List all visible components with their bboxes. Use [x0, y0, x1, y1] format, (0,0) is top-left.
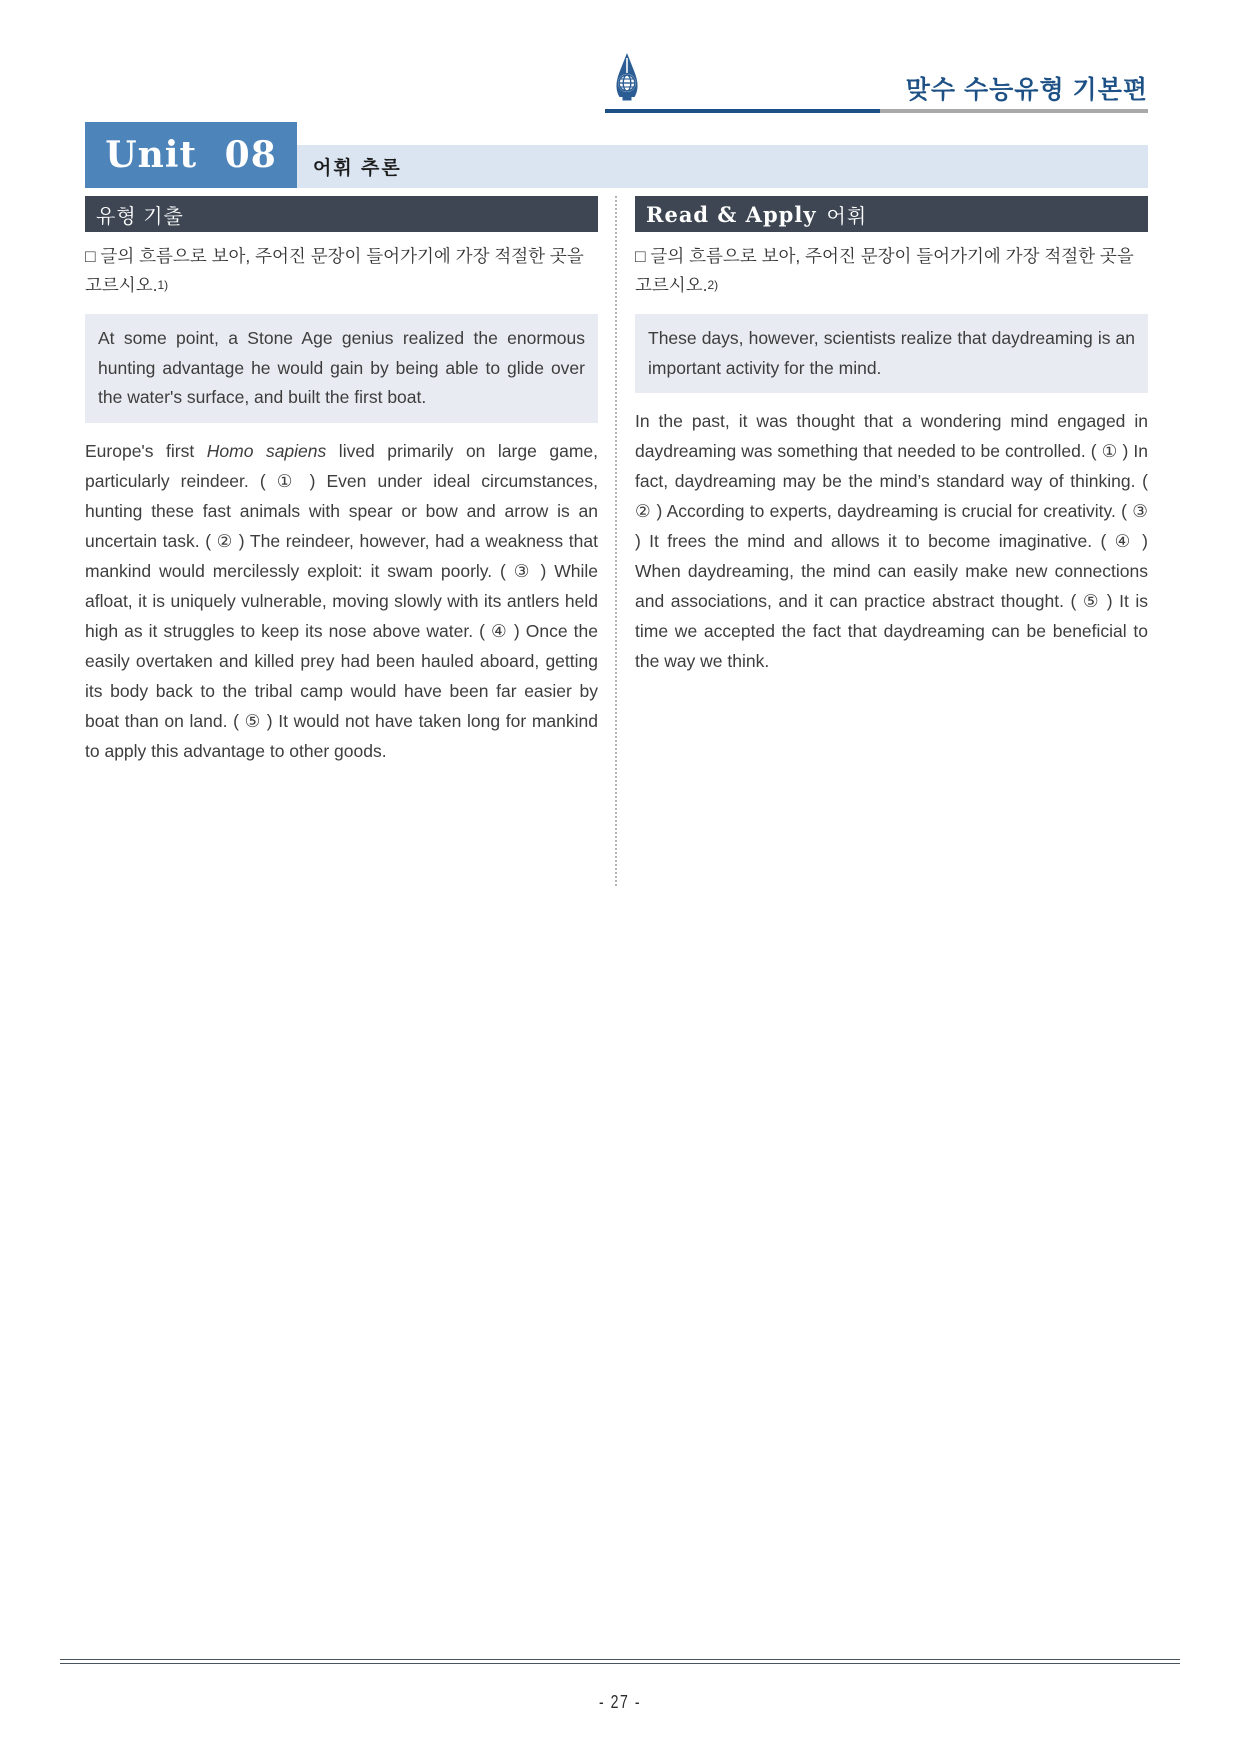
- left-instruction: [85, 242, 598, 300]
- unit-topic-band: [297, 145, 1148, 188]
- left-section-header: [85, 196, 598, 232]
- right-column: [635, 196, 1148, 886]
- left-instruction-text: □ 글의 흐름으로 보아, 주어진 문장이 들어가기에 가장 적절한 곳을 고르시오.: [85, 246, 584, 295]
- right-passage: In the past, it was thought that a wondering mind engaged in daydreaming was something that needed to be controlled. ( ① ) In fact, daydreaming may be the mind’s standard way of thinking. ( ② ) According to experts, daydreaming is crucial for creativity. ( ③ ) It frees the mind and allows it to become imaginative. ( ④ ) When daydreaming, the mind can easily make new connections and associations, and it can practice abstract thought. ( ⑤ ) It is time we accepted the fact that daydreaming can be beneficial to the way we think.: [635, 411, 1148, 671]
- footer-rule: [60, 1659, 1180, 1664]
- left-given-sentence-box: At some point, a Stone Age genius realized the enormous hunting advantage he would gain by being able to glide over the water's surface, and built the first boat.: [85, 314, 598, 423]
- unit-number-badge: Unit 08: [85, 122, 297, 188]
- right-given-sentence-box: These days, however, scientists realize that daydreaming is an important activity for the mind.: [635, 314, 1148, 393]
- left-passage-species-italic: Homo sapiens: [206, 440, 327, 461]
- brand-title: 맞수 수능유형 기본편: [905, 76, 1148, 104]
- right-section-title-ko: 어휘: [826, 205, 868, 228]
- column-divider: [615, 196, 617, 886]
- right-section-header: [635, 196, 1148, 232]
- left-column: [85, 196, 598, 886]
- left-passage: [85, 436, 598, 766]
- left-passage-start: Europe's first: [85, 440, 207, 461]
- header-rule: [605, 109, 1148, 113]
- right-instruction: [635, 242, 1148, 300]
- page-number: - 27 -: [598, 1692, 642, 1712]
- left-footnote-marker: 1): [157, 278, 169, 292]
- pen-nib-globe-icon: [603, 52, 651, 112]
- right-footnote-marker: 2): [707, 278, 719, 292]
- left-passage-rest: lived primarily on large game, particularly reindeer. ( ① ) Even under ideal circumstances, hunting these fast animals with spear or bow and arrow is an uncertain task. ( ② ) The reindeer, however, had a weakness that mankind would mercilessly exploit: it swam poorly. ( ③ ) While afloat, it is uniquely vulnerable, moving slowly with its antlers held high as it struggles to keep its nose above water. ( ④ ) Once the easily overtaken and killed prey had been hauled aboard, getting its body back to the tribal camp would have been far easier by boat than on land. ( ⑤ ) It would not have taken long for mankind to apply this advantage to other goods.: [85, 440, 598, 761]
- unit-topic-label: 어휘 추론: [313, 158, 402, 179]
- two-column-content: [85, 196, 1148, 886]
- right-section-title-en: Read & Apply: [646, 201, 817, 227]
- right-instruction-text: □ 글의 흐름으로 보아, 주어진 문장이 들어가기에 가장 적절한 곳을 고르시오.: [635, 246, 1134, 295]
- left-section-title: 유형 기출: [96, 205, 184, 228]
